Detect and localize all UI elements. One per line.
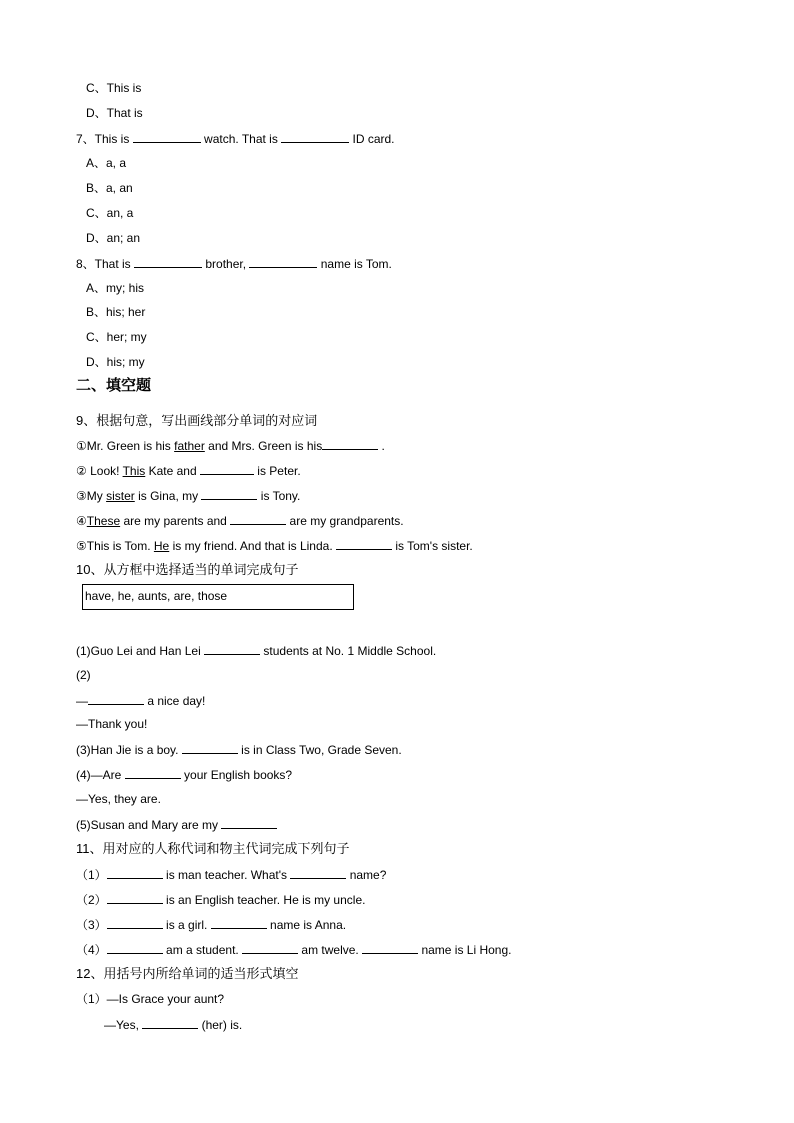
q12-title: 12、用括号内所给单词的适当形式填空 <box>76 966 299 981</box>
q10-sentence-5: (5)Susan and Mary are my <box>76 816 277 833</box>
q9-sentence-4: ④These are my parents and are my grandparents. <box>76 514 404 528</box>
q10-sentence-4b: —Yes, they are. <box>76 792 161 806</box>
q8-option-b: B、his; her <box>86 305 146 319</box>
answer-blank[interactable] <box>322 437 378 450</box>
q10-sentence-2b: —Thank you! <box>76 717 148 731</box>
q10-title: 10、从方框中选择适当的单词完成句子 <box>76 562 299 577</box>
q9-title: 9、根据句意，写出画线部分单词的对应词 <box>76 413 318 428</box>
answer-blank[interactable] <box>200 462 254 475</box>
q7-option-a: A、a, a <box>86 156 127 170</box>
q9-sentence-2: ② Look! This Kate and is Peter. <box>76 464 301 478</box>
q8-option-d: D、his; my <box>86 355 145 369</box>
q7-option-b: B、a, an <box>86 181 133 195</box>
q7-option-c: C、an, a <box>86 206 134 220</box>
q9-sentence-3: ③My sister is Gina, my is Tony. <box>76 489 301 503</box>
q10-sentence-1: (1)Guo Lei and Han Lei students at No. 1 Middle School. <box>76 644 437 658</box>
answer-blank[interactable] <box>242 941 298 954</box>
answer-blank[interactable] <box>142 1016 198 1029</box>
q11-title: 11、用对应的人称代词和物主代词完成下列句子 <box>76 841 350 856</box>
answer-blank[interactable] <box>107 866 163 879</box>
answer-blank[interactable] <box>134 255 202 268</box>
answer-blank[interactable] <box>221 816 277 829</box>
answer-blank[interactable] <box>133 130 201 143</box>
q8-option-a: A、my; his <box>86 281 145 295</box>
section-heading: 二、填空题 <box>76 377 152 394</box>
q8-stem: 8、That is brother, name is Tom. <box>76 257 392 271</box>
q11-sentence-3: （3） is a girl. name is Anna. <box>76 918 347 932</box>
answer-blank[interactable] <box>204 642 260 655</box>
answer-blank[interactable] <box>249 255 317 268</box>
answer-blank[interactable] <box>281 130 349 143</box>
answer-blank[interactable] <box>107 916 163 929</box>
q6-option-d: D、That is <box>86 106 143 120</box>
q11-sentence-2: （2） is an English teacher. He is my uncle. <box>76 893 366 907</box>
q7-stem: 7、This is watch. That is ID card. <box>76 132 395 146</box>
q10-sentence-3: (3)Han Jie is a boy. is in Class Two, Grade Seven. <box>76 743 402 757</box>
q10-sentence-2a: — a nice day! <box>76 694 206 708</box>
q12-sentence-1b: —Yes, (her) is. <box>104 1018 243 1032</box>
answer-blank[interactable] <box>336 537 392 550</box>
q10-sentence-4: (4)—Are your English books? <box>76 768 293 782</box>
q12-sentence-1: （1）—Is Grace your aunt? <box>76 992 225 1006</box>
answer-blank[interactable] <box>88 692 144 705</box>
answer-blank[interactable] <box>125 766 181 779</box>
answer-blank[interactable] <box>107 891 163 904</box>
q11-sentence-1: （1） is man teacher. What's name? <box>76 868 387 882</box>
q11-sentence-4: （4） am a student. am twelve. name is Li Hong. <box>76 943 512 957</box>
answer-blank[interactable] <box>211 916 267 929</box>
answer-blank[interactable] <box>230 512 286 525</box>
q7-option-d: D、an; an <box>86 231 141 245</box>
answer-blank[interactable] <box>182 741 238 754</box>
answer-blank[interactable] <box>107 941 163 954</box>
answer-blank[interactable] <box>201 487 257 500</box>
answer-blank[interactable] <box>290 866 346 879</box>
q9-sentence-1: ①Mr. Green is his father and Mrs. Green is his . <box>76 439 385 453</box>
word-bank-box: have, he, aunts, are, those <box>82 584 354 610</box>
answer-blank[interactable] <box>362 941 418 954</box>
q10-sentence-2-label: (2) <box>76 668 91 682</box>
q9-sentence-5: ⑤This is Tom. He is my friend. And that is Linda. is Tom's sister. <box>76 539 473 553</box>
q6-option-c: C、This is <box>86 81 142 95</box>
q8-option-c: C、her; my <box>86 330 147 344</box>
